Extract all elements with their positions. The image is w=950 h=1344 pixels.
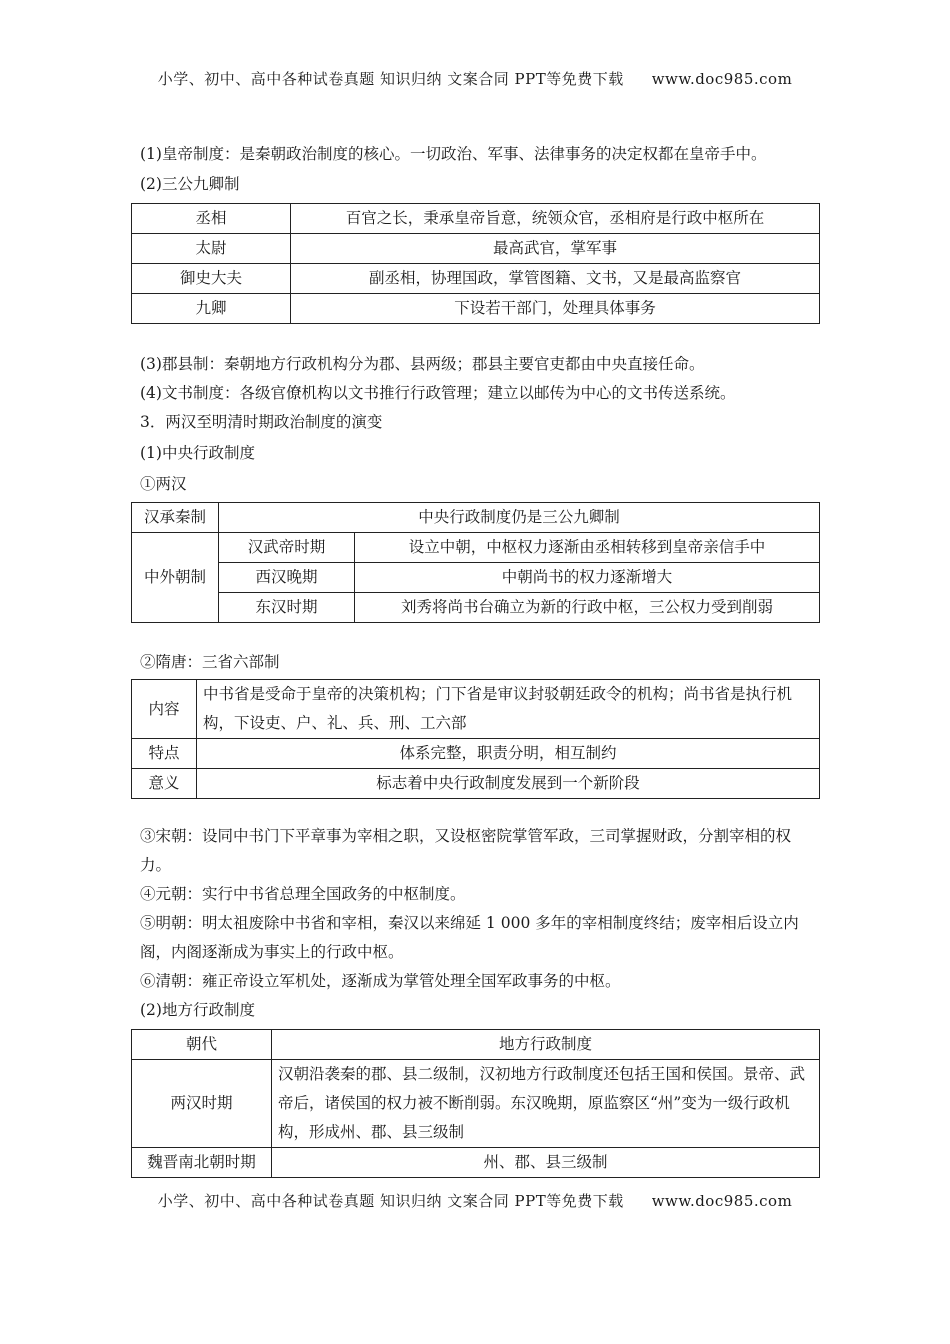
header-site-link[interactable]: www.doc985.com (651, 70, 793, 88)
table-cell: 汉朝沿袭秦的郡、县二级制，汉初地方行政制度还包括王国和侯国。景帝、武帝后，诸侯国的权力被不断削弱。东汉晚期，原监察区“州”变为一级行政机构，形成州、郡、县三级制 (272, 1060, 820, 1148)
paragraph-wenshu: (4)文书制度：各级官僚机构以文书推行行政管理；建立以邮传为中心的文书传送系统。 (140, 384, 736, 402)
table-cell: 设立中朝，中枢权力逐渐由丞相转移到皇帝亲信手中 (355, 533, 820, 563)
footer-site-link[interactable]: www.doc985.com (651, 1192, 793, 1210)
paragraph-sangong-title: (2)三公九卿制 (140, 175, 240, 193)
table-cell: 体系完整，职责分明，相互制约 (197, 739, 820, 769)
page-footer (0, 1190, 950, 1211)
table-cell: 内容 (132, 680, 197, 739)
table-local-admin (131, 1029, 820, 1178)
table-cell: 特点 (132, 739, 197, 769)
paragraph-suitang: ②隋唐：三省六部制 (140, 653, 280, 671)
paragraph-emperor: (1)皇帝制度：是秦朝政治制度的核心。一切政治、军事、法律事务的决定权都在皇帝手中。 (140, 145, 767, 163)
table-row (132, 1030, 820, 1060)
table-cell: 副丞相，协理国政，掌管图籍、文书，又是最高监察官 (291, 264, 820, 294)
table-cell: 下设若干部门，处理具体事务 (291, 294, 820, 324)
table-cell: 意义 (132, 769, 197, 799)
header-text: 小学、初中、高中各种试卷真题 知识归纳 文案合同 PPT等免费下载 (157, 70, 624, 88)
table-cell: 州、郡、县三级制 (272, 1148, 820, 1178)
table-row (132, 739, 820, 769)
paragraph-central: (1)中央行政制度 (140, 444, 255, 462)
table-cell: 最高武官，掌军事 (291, 234, 820, 264)
table-row (132, 593, 820, 623)
table-cell: 汉承秦制 (132, 503, 219, 533)
paragraph-lianghan: ①两汉 (140, 475, 187, 493)
table-suitang (131, 679, 820, 799)
table-row (132, 264, 820, 294)
table-cell: 中央行政制度仍是三公九卿制 (219, 503, 820, 533)
table-cell: 西汉晚期 (219, 563, 355, 593)
table-row (132, 1060, 820, 1148)
table-cell: 标志着中央行政制度发展到一个新阶段 (197, 769, 820, 799)
table-cell: 百官之长，秉承皇帝旨意，统领众官，丞相府是行政中枢所在 (291, 204, 820, 234)
paragraph-section3: 3．两汉至明清时期政治制度的演变 (140, 413, 383, 431)
table-cell: 太尉 (132, 234, 291, 264)
footer-text: 小学、初中、高中各种试卷真题 知识归纳 文案合同 PPT等免费下载 (157, 1192, 624, 1210)
table-cell: 朝代 (132, 1030, 272, 1060)
table-row (132, 563, 820, 593)
paragraph-local: (2)地方行政制度 (140, 1001, 255, 1019)
paragraph-junxian: (3)郡县制：秦朝地方行政机构分为郡、县两级；郡县主要官吏都由中央直接任命。 (140, 355, 705, 373)
table-row (132, 680, 820, 739)
table-row (132, 204, 820, 234)
table-cell: 丞相 (132, 204, 291, 234)
table-cell: 中外朝制 (132, 533, 219, 623)
table-sangong-jiuqing (131, 203, 820, 324)
paragraph-ming: ⑤明朝：明太祖废除中书省和宰相，秦汉以来绵延 1 000 多年的宰相制度终结；废宰相后设立内阁，内阁逐渐成为事实上的行政中枢。 (140, 914, 799, 961)
table-cell: 中朝尚书的权力逐渐增大 (355, 563, 820, 593)
table-row (132, 294, 820, 324)
paragraph-qing: ⑥清朝：雍正帝设立军机处，逐渐成为掌管处理全国军政事务的中枢。 (140, 972, 621, 990)
table-cell: 汉武帝时期 (219, 533, 355, 563)
paragraph-yuan: ④元朝：实行中书省总理全国政务的中枢制度。 (140, 885, 466, 903)
table-row (132, 533, 820, 563)
table-row (132, 1148, 820, 1178)
page-header (0, 68, 950, 89)
table-cell: 刘秀将尚书台确立为新的行政中枢，三公权力受到削弱 (355, 593, 820, 623)
table-cell: 九卿 (132, 294, 291, 324)
table-row (132, 234, 820, 264)
table-row (132, 769, 820, 799)
table-lianghan (131, 502, 820, 623)
table-cell: 东汉时期 (219, 593, 355, 623)
paragraph-song: ③宋朝：设同中书门下平章事为宰相之职，又设枢密院掌管军政，三司掌握财政，分割宰相的权力。 (140, 827, 792, 874)
table-cell: 两汉时期 (132, 1060, 272, 1148)
table-cell: 御史大夫 (132, 264, 291, 294)
table-row (132, 503, 820, 533)
table-cell: 地方行政制度 (272, 1030, 820, 1060)
table-cell: 魏晋南北朝时期 (132, 1148, 272, 1178)
table-cell: 中书省是受命于皇帝的决策机构；门下省是审议封驳朝廷政令的机构；尚书省是执行机构，下设吏、户、礼、兵、刑、工六部 (197, 680, 820, 739)
